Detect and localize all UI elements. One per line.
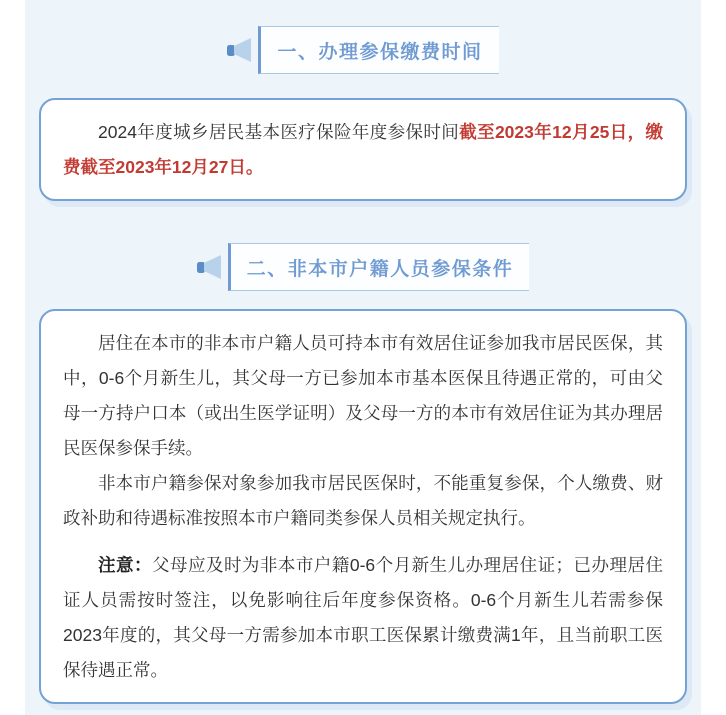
megaphone-icon xyxy=(227,36,253,64)
section-1-header xyxy=(25,26,701,74)
enrollment-deadline-text: 截至2023年12月25日，缴费截至2023年12月27日。 xyxy=(63,122,663,177)
section-1-title: 一、办理参保缴费时间 xyxy=(258,26,498,74)
section-2-title: 二、非本市户籍人员参保条件 xyxy=(228,243,530,291)
non-local-conditions-card xyxy=(39,309,687,704)
notice-label: 注意： xyxy=(98,555,152,575)
residence-permit-paragraph: 居住在本市的非本市户籍人员可持本市有效居住证参加我市居民医保，其中，0-6个月新生儿，其父母一方已参加本市基本医保且待遇正常的，可由父母一方持户口本（或出生医学证明）及父母一方的本市有效居住证为其办理居民医保参保手续。 xyxy=(63,333,663,458)
notice-paragraph xyxy=(63,548,663,688)
section-2-header xyxy=(25,243,701,291)
no-duplicate-enrollment-paragraph: 非本市户籍参保对象参加我市居民医保时，不能重复参保，个人缴费、财政补助和待遇标准按照本市户籍同类参保人员相关规定执行。 xyxy=(63,473,663,528)
megaphone-icon xyxy=(197,253,223,281)
content-column xyxy=(25,0,701,715)
notice-text: 父母应及时为非本市户籍0-6个月新生儿办理居住证；已办理居住证人员需按时签注，以免影响往后年度参保资格。0-6个月新生儿若需参保2023年度的，其父母一方需参加本市职工医保累计缴费满1年，且当前职工医保待遇正常。 xyxy=(63,555,664,680)
enrollment-time-card xyxy=(39,98,687,201)
enrollment-time-paragraph xyxy=(63,115,663,185)
enrollment-time-text: 2024年度城乡居民基本医疗保险年度参保时间 xyxy=(98,122,460,142)
